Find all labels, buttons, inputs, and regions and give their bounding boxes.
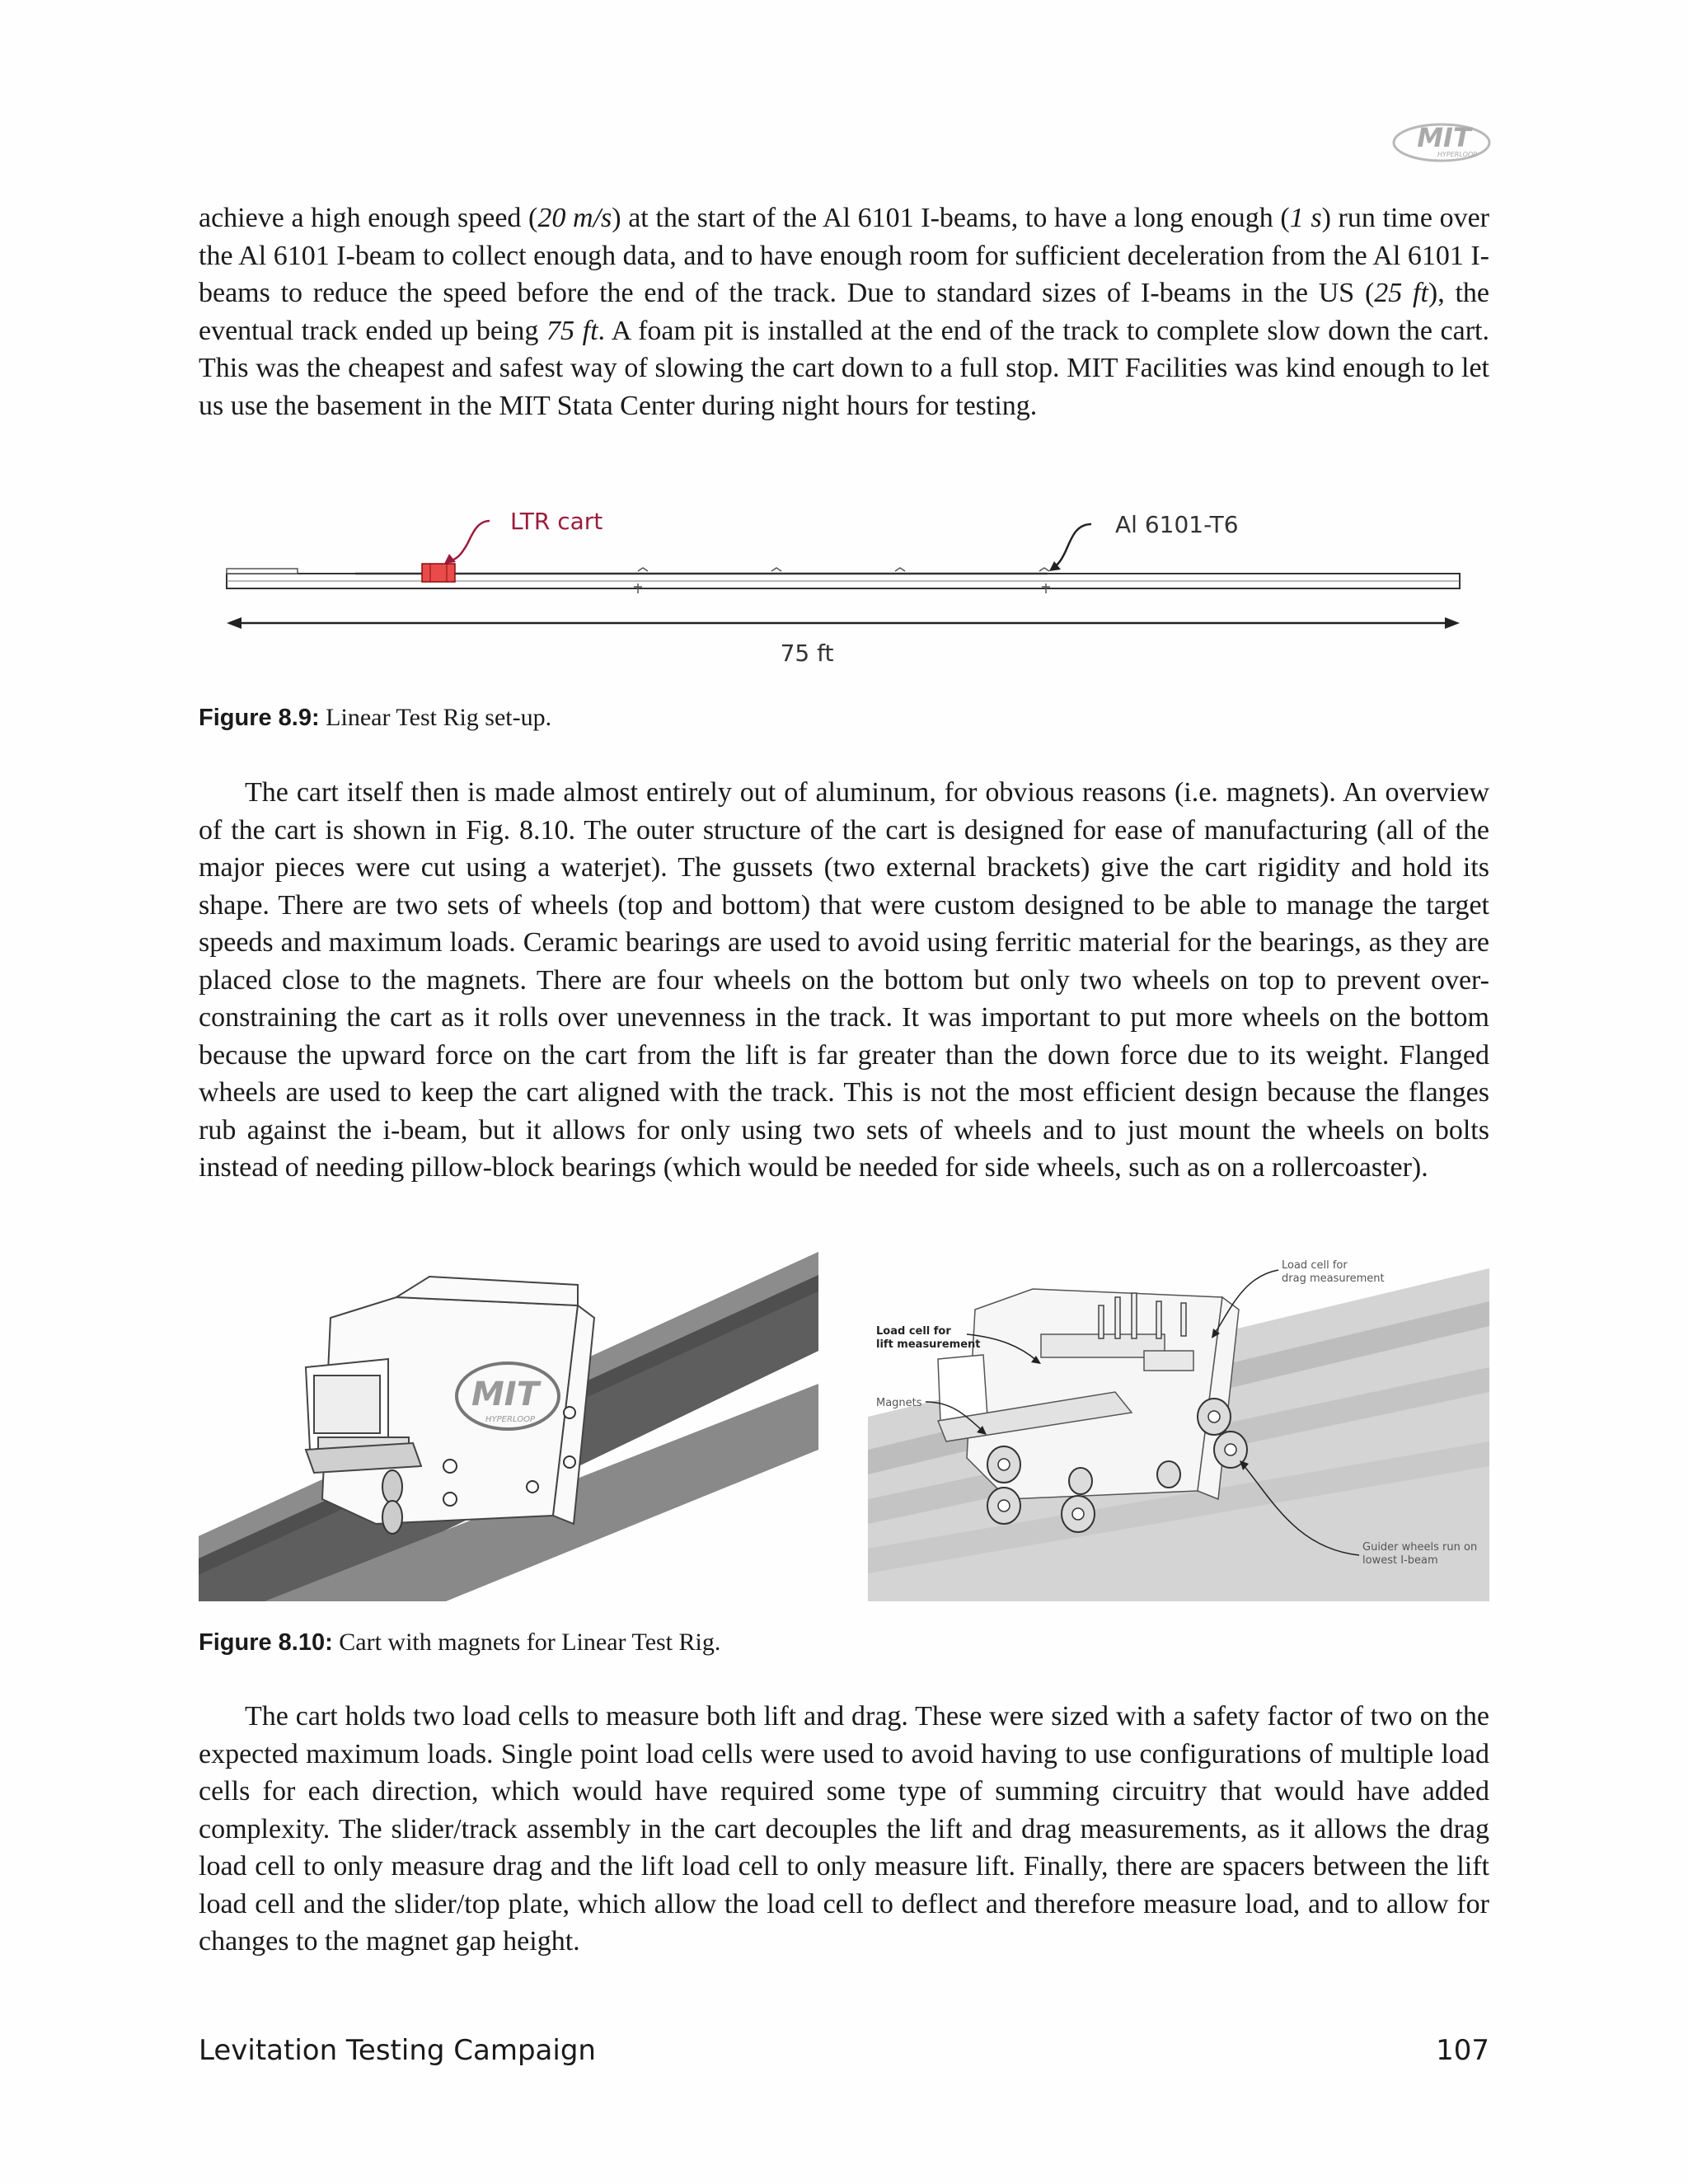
callout-magnets: Magnets [876,1397,922,1409]
cart-logo-subtext: HYPERLOOP [485,1415,535,1424]
figure-8-9-track-diagram [199,494,1489,676]
figure-8-9-caption: Figure 8.9: Linear Test Rig set-up. [199,704,552,731]
figure-8-10-caption: Figure 8.10: Cart with magnets for Linear Test Rig. [199,1629,721,1656]
footer-page-number: 107 [1436,2034,1489,2067]
footer-section-title: Levitation Testing Campaign [199,2034,596,2067]
mit-hyperloop-logo [1391,122,1492,163]
callout-lift-line-1: Load cell for [876,1325,951,1338]
dimension-label: 75 ft [780,640,834,667]
callout-lift-line-2: lift measurement [876,1338,981,1351]
callout-drag-line-1: Load cell for [1282,1259,1348,1272]
callout-guider-line-1: Guider wheels run on [1362,1541,1478,1554]
figure-8-10-cart-render-left [199,1252,818,1601]
logo-subtext: HYPERLOOP [1437,151,1477,158]
callout-guider-line-2: lowest I-beam [1362,1554,1438,1567]
beam-material-label: Al 6101-T6 [1115,511,1239,538]
ltr-cart-label: LTR cart [510,508,603,535]
figure-8-10-cart-render-right [868,1252,1489,1601]
logo-text: MIT [1417,122,1471,153]
callout-drag-line-2: drag measurement [1282,1272,1385,1285]
track-start-plate [227,569,298,574]
cart-logo-text: MIT [471,1376,539,1413]
paragraph-3: The cart holds two load cells to measure both lift and drag. These were sized with a safety factor of two on the expected maximum loads. Single point load cells were used to avoid having to use configurations of multiple load cells for each direction, which would have required some type of summing circuitry that would have added complexity. The slider/track assembly in the cart decouples the lift and drag measurements, as it allows the drag load cell to only measure drag and the lift load cell to only measure lift. Finally, there are spacers between the lift load cell and the slider/top plate, which allow the load cell to deflect and therefore measure load, and to allow for changes to the magnet gap height. [199,1701,1489,1957]
paragraph-2: The cart itself then is made almost entirely out of aluminum, for obvious reasons (i.e. magnets). An overview of the cart is shown in Fig. 8.10. The outer structure of the cart is designed for ease of manufacturing (all of the major pieces were cut using a waterjet). The gussets (two external brackets) give the cart rigidity and hold its shape. There are two sets of wheels (top and bottom) that were custom designed to be able to manage the target speeds and maximum loads. Ceramic bearings are used to avoid using ferritic material for the bearings, as they are placed close to the magnets. There are four wheels on the bottom but only two wheels on top to prevent over-constraining the cart as it rolls over unevenness in the track. It was important to put more wheels on the bottom because the upward force on the cart from the lift is far greater than the down force due to its weight. Flanged wheels are used to keep the cart aligned with the track. This is not the most efficient design because the flanges rub against the i-beam, but it allows for only using two sets of wheels and to just mount the wheels on bolts instead of needing pillow-block bearings (which would be needed for side wheels, such as on a rollercoaster). [199,777,1489,1183]
ltr-cart-marker [422,564,455,582]
paragraph-1: achieve a high enough speed (20 m/s) at the start of the Al 6101 I-beams, to have a long enough (1 s) run time over the Al 6101 I-beam to collect enough data, and to have enough room for sufficient deceleration from the Al 6101 I-beams to reduce the speed before the end of the track. Due to standard sizes of I-beams in the US (25 ft), the eventual track ended up being 75 ft. A foam pit is installed at the end of the track to complete slow down the cart. This was the cheapest and safest way of slowing the cart down to a full stop. MIT Facilities was kind enough to let us use the basement in the MIT Stata Center during night hours for testing. [199,203,1489,421]
